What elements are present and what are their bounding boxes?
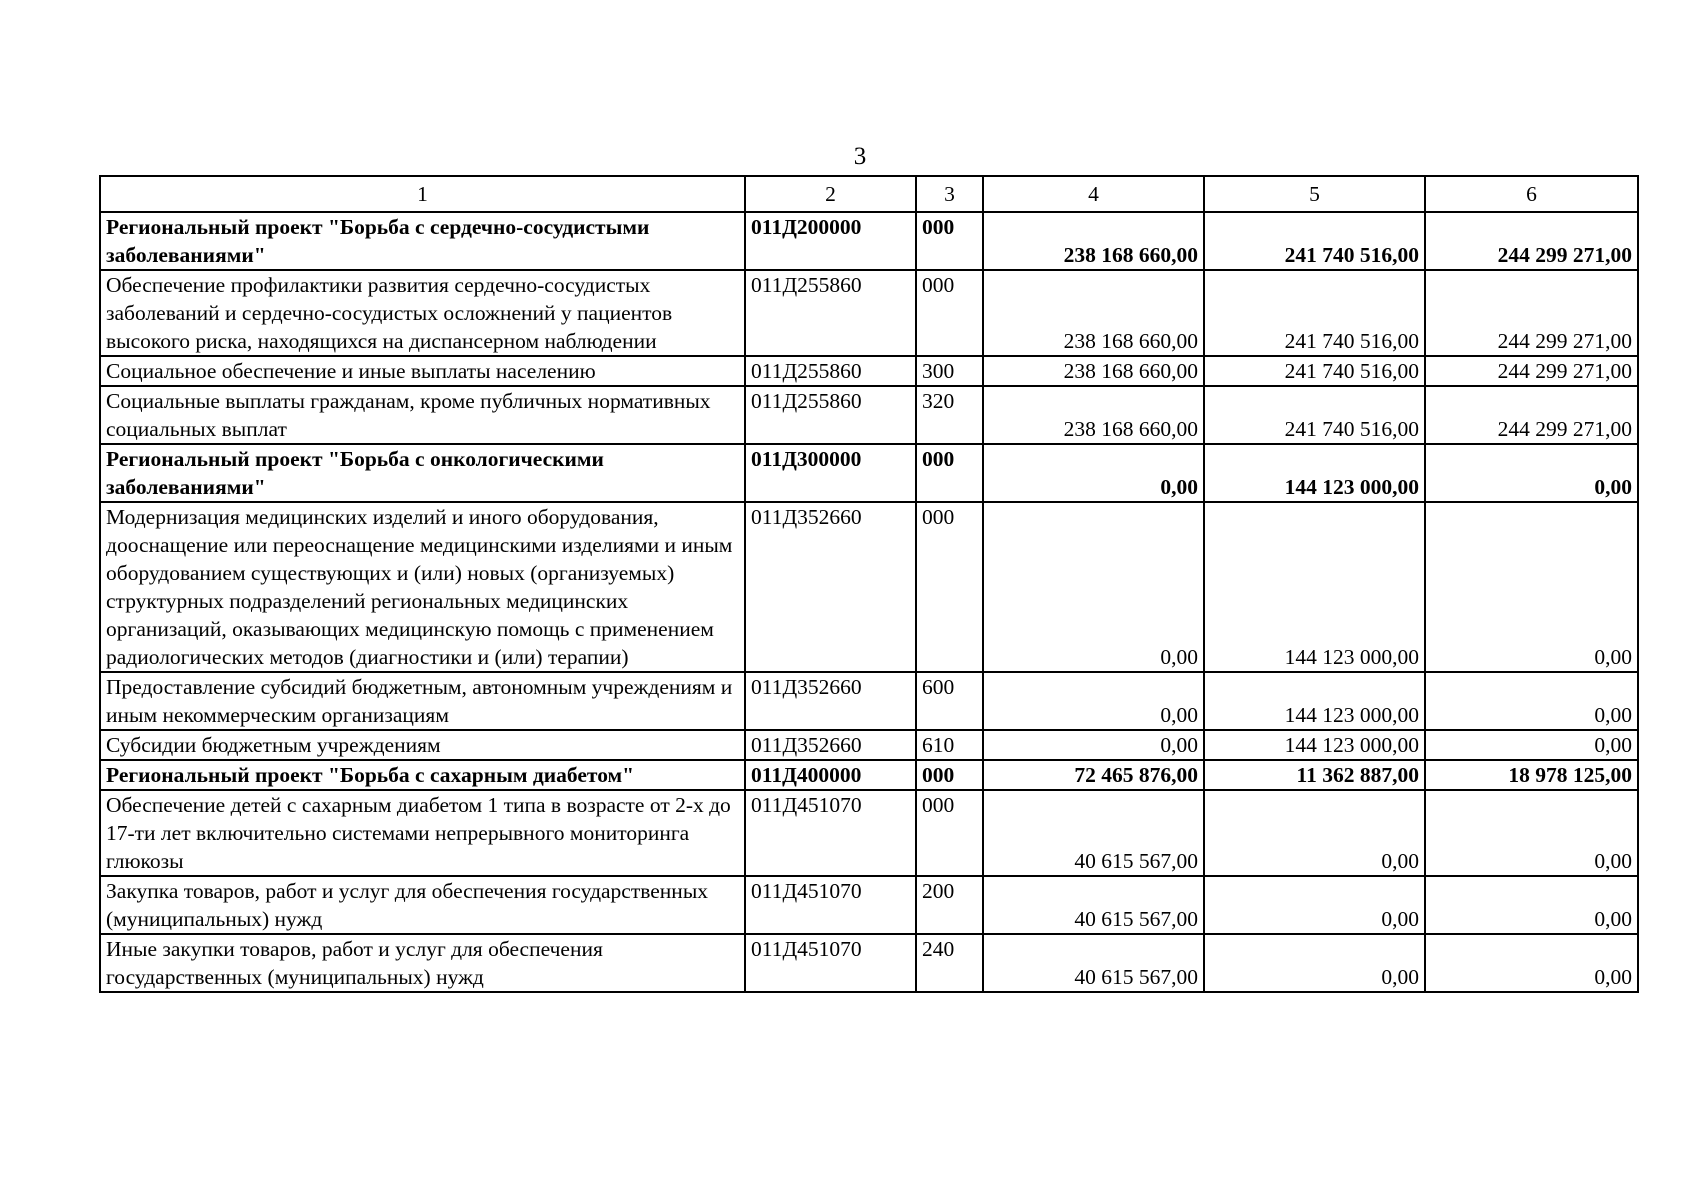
row-value-5: 0,00 <box>1204 934 1425 992</box>
row-value-4: 238 168 660,00 <box>983 356 1204 386</box>
row-name: Закупка товаров, работ и услуг для обеспечения государственных (муниципальных) нужд <box>100 876 745 934</box>
row-type: 320 <box>916 386 983 444</box>
row-name: Обеспечение профилактики развития сердечно-сосудистых заболеваний и сердечно-сосудистых осложнений у пациентов высокого риска, находящихся на диспансерном наблюдении <box>100 270 745 356</box>
row-code: 011Д352660 <box>745 730 916 760</box>
row-value-6: 244 299 271,00 <box>1425 356 1638 386</box>
row-value-5: 144 123 000,00 <box>1204 502 1425 672</box>
table-row <box>100 934 1638 992</box>
row-type: 300 <box>916 356 983 386</box>
row-value-4: 0,00 <box>983 730 1204 760</box>
row-value-4: 238 168 660,00 <box>983 212 1204 270</box>
row-type: 610 <box>916 730 983 760</box>
row-value-5: 144 123 000,00 <box>1204 672 1425 730</box>
row-code: 011Д255860 <box>745 356 916 386</box>
row-value-4: 238 168 660,00 <box>983 386 1204 444</box>
row-value-4: 0,00 <box>983 672 1204 730</box>
row-type: 200 <box>916 876 983 934</box>
row-code: 011Д400000 <box>745 760 916 790</box>
row-value-6: 0,00 <box>1425 672 1638 730</box>
row-value-6: 244 299 271,00 <box>1425 212 1638 270</box>
row-code: 011Д451070 <box>745 934 916 992</box>
row-type: 000 <box>916 212 983 270</box>
row-name: Предоставление субсидий бюджетным, автономным учреждениям и иным некоммерческим организациям <box>100 672 745 730</box>
row-value-5: 0,00 <box>1204 790 1425 876</box>
row-value-5: 241 740 516,00 <box>1204 356 1425 386</box>
row-value-6: 0,00 <box>1425 502 1638 672</box>
table-row-project-oncology <box>100 444 1638 502</box>
table-row-project-diabetes <box>100 760 1638 790</box>
row-name: Региональный проект "Борьба с сердечно-сосудистыми заболеваниями" <box>100 212 745 270</box>
table-row <box>100 790 1638 876</box>
row-code: 011Д300000 <box>745 444 916 502</box>
row-code: 011Д255860 <box>745 270 916 356</box>
row-code: 011Д451070 <box>745 790 916 876</box>
row-type: 000 <box>916 790 983 876</box>
table-row <box>100 502 1638 672</box>
row-value-4: 40 615 567,00 <box>983 790 1204 876</box>
row-value-6: 0,00 <box>1425 730 1638 760</box>
row-value-6: 244 299 271,00 <box>1425 270 1638 356</box>
table-header-row <box>100 176 1638 212</box>
row-name: Социальное обеспечение и иные выплаты населению <box>100 356 745 386</box>
table-row <box>100 386 1638 444</box>
row-value-6: 0,00 <box>1425 444 1638 502</box>
row-value-6: 0,00 <box>1425 934 1638 992</box>
row-code: 011Д352660 <box>745 672 916 730</box>
row-value-4: 0,00 <box>983 502 1204 672</box>
row-name: Модернизация медицинских изделий и иного оборудования, дооснащение или переоснащение медицинскими изделиями и иным оборудованием существующих и (или) новых (организуемых) структурных подразделений региональных медицинских организаций, оказывающих медицинскую помощь с применением радиологических методов (диагностики и (или) терапии) <box>100 502 745 672</box>
row-value-4: 72 465 876,00 <box>983 760 1204 790</box>
row-code: 011Д451070 <box>745 876 916 934</box>
row-value-5: 11 362 887,00 <box>1204 760 1425 790</box>
row-type: 000 <box>916 502 983 672</box>
row-value-6: 0,00 <box>1425 876 1638 934</box>
row-name: Региональный проект "Борьба с онкологическими заболеваниями" <box>100 444 745 502</box>
column-header-4: 4 <box>983 176 1204 212</box>
row-type: 000 <box>916 444 983 502</box>
row-value-4: 238 168 660,00 <box>983 270 1204 356</box>
budget-table <box>99 175 1639 993</box>
page-number: 3 <box>853 143 867 170</box>
row-name: Субсидии бюджетным учреждениям <box>100 730 745 760</box>
row-value-5: 241 740 516,00 <box>1204 212 1425 270</box>
column-header-5: 5 <box>1204 176 1425 212</box>
row-value-6: 0,00 <box>1425 790 1638 876</box>
row-code: 011Д200000 <box>745 212 916 270</box>
row-value-5: 0,00 <box>1204 876 1425 934</box>
table-row <box>100 672 1638 730</box>
row-value-4: 40 615 567,00 <box>983 934 1204 992</box>
row-code: 011Д255860 <box>745 386 916 444</box>
column-header-2: 2 <box>745 176 916 212</box>
row-value-5: 144 123 000,00 <box>1204 730 1425 760</box>
column-header-3: 3 <box>916 176 983 212</box>
column-header-1: 1 <box>100 176 745 212</box>
row-type: 600 <box>916 672 983 730</box>
row-type: 000 <box>916 760 983 790</box>
row-name: Социальные выплаты гражданам, кроме публичных нормативных социальных выплат <box>100 386 745 444</box>
row-name: Иные закупки товаров, работ и услуг для обеспечения государственных (муниципальных) нужд <box>100 934 745 992</box>
row-value-4: 0,00 <box>983 444 1204 502</box>
row-value-5: 144 123 000,00 <box>1204 444 1425 502</box>
row-type: 240 <box>916 934 983 992</box>
table-row <box>100 270 1638 356</box>
row-type: 000 <box>916 270 983 356</box>
row-value-6: 244 299 271,00 <box>1425 386 1638 444</box>
row-value-4: 40 615 567,00 <box>983 876 1204 934</box>
row-value-6: 18 978 125,00 <box>1425 760 1638 790</box>
row-name: Обеспечение детей с сахарным диабетом 1 типа в возрасте от 2-х до 17-ти лет включительно системами непрерывного мониторинга глюкозы <box>100 790 745 876</box>
row-value-5: 241 740 516,00 <box>1204 270 1425 356</box>
table-row <box>100 356 1638 386</box>
row-code: 011Д352660 <box>745 502 916 672</box>
row-value-5: 241 740 516,00 <box>1204 386 1425 444</box>
row-name: Региональный проект "Борьба с сахарным диабетом" <box>100 760 745 790</box>
table-row <box>100 876 1638 934</box>
table-row-project-cardio <box>100 212 1638 270</box>
table-row <box>100 730 1638 760</box>
column-header-6: 6 <box>1425 176 1638 212</box>
